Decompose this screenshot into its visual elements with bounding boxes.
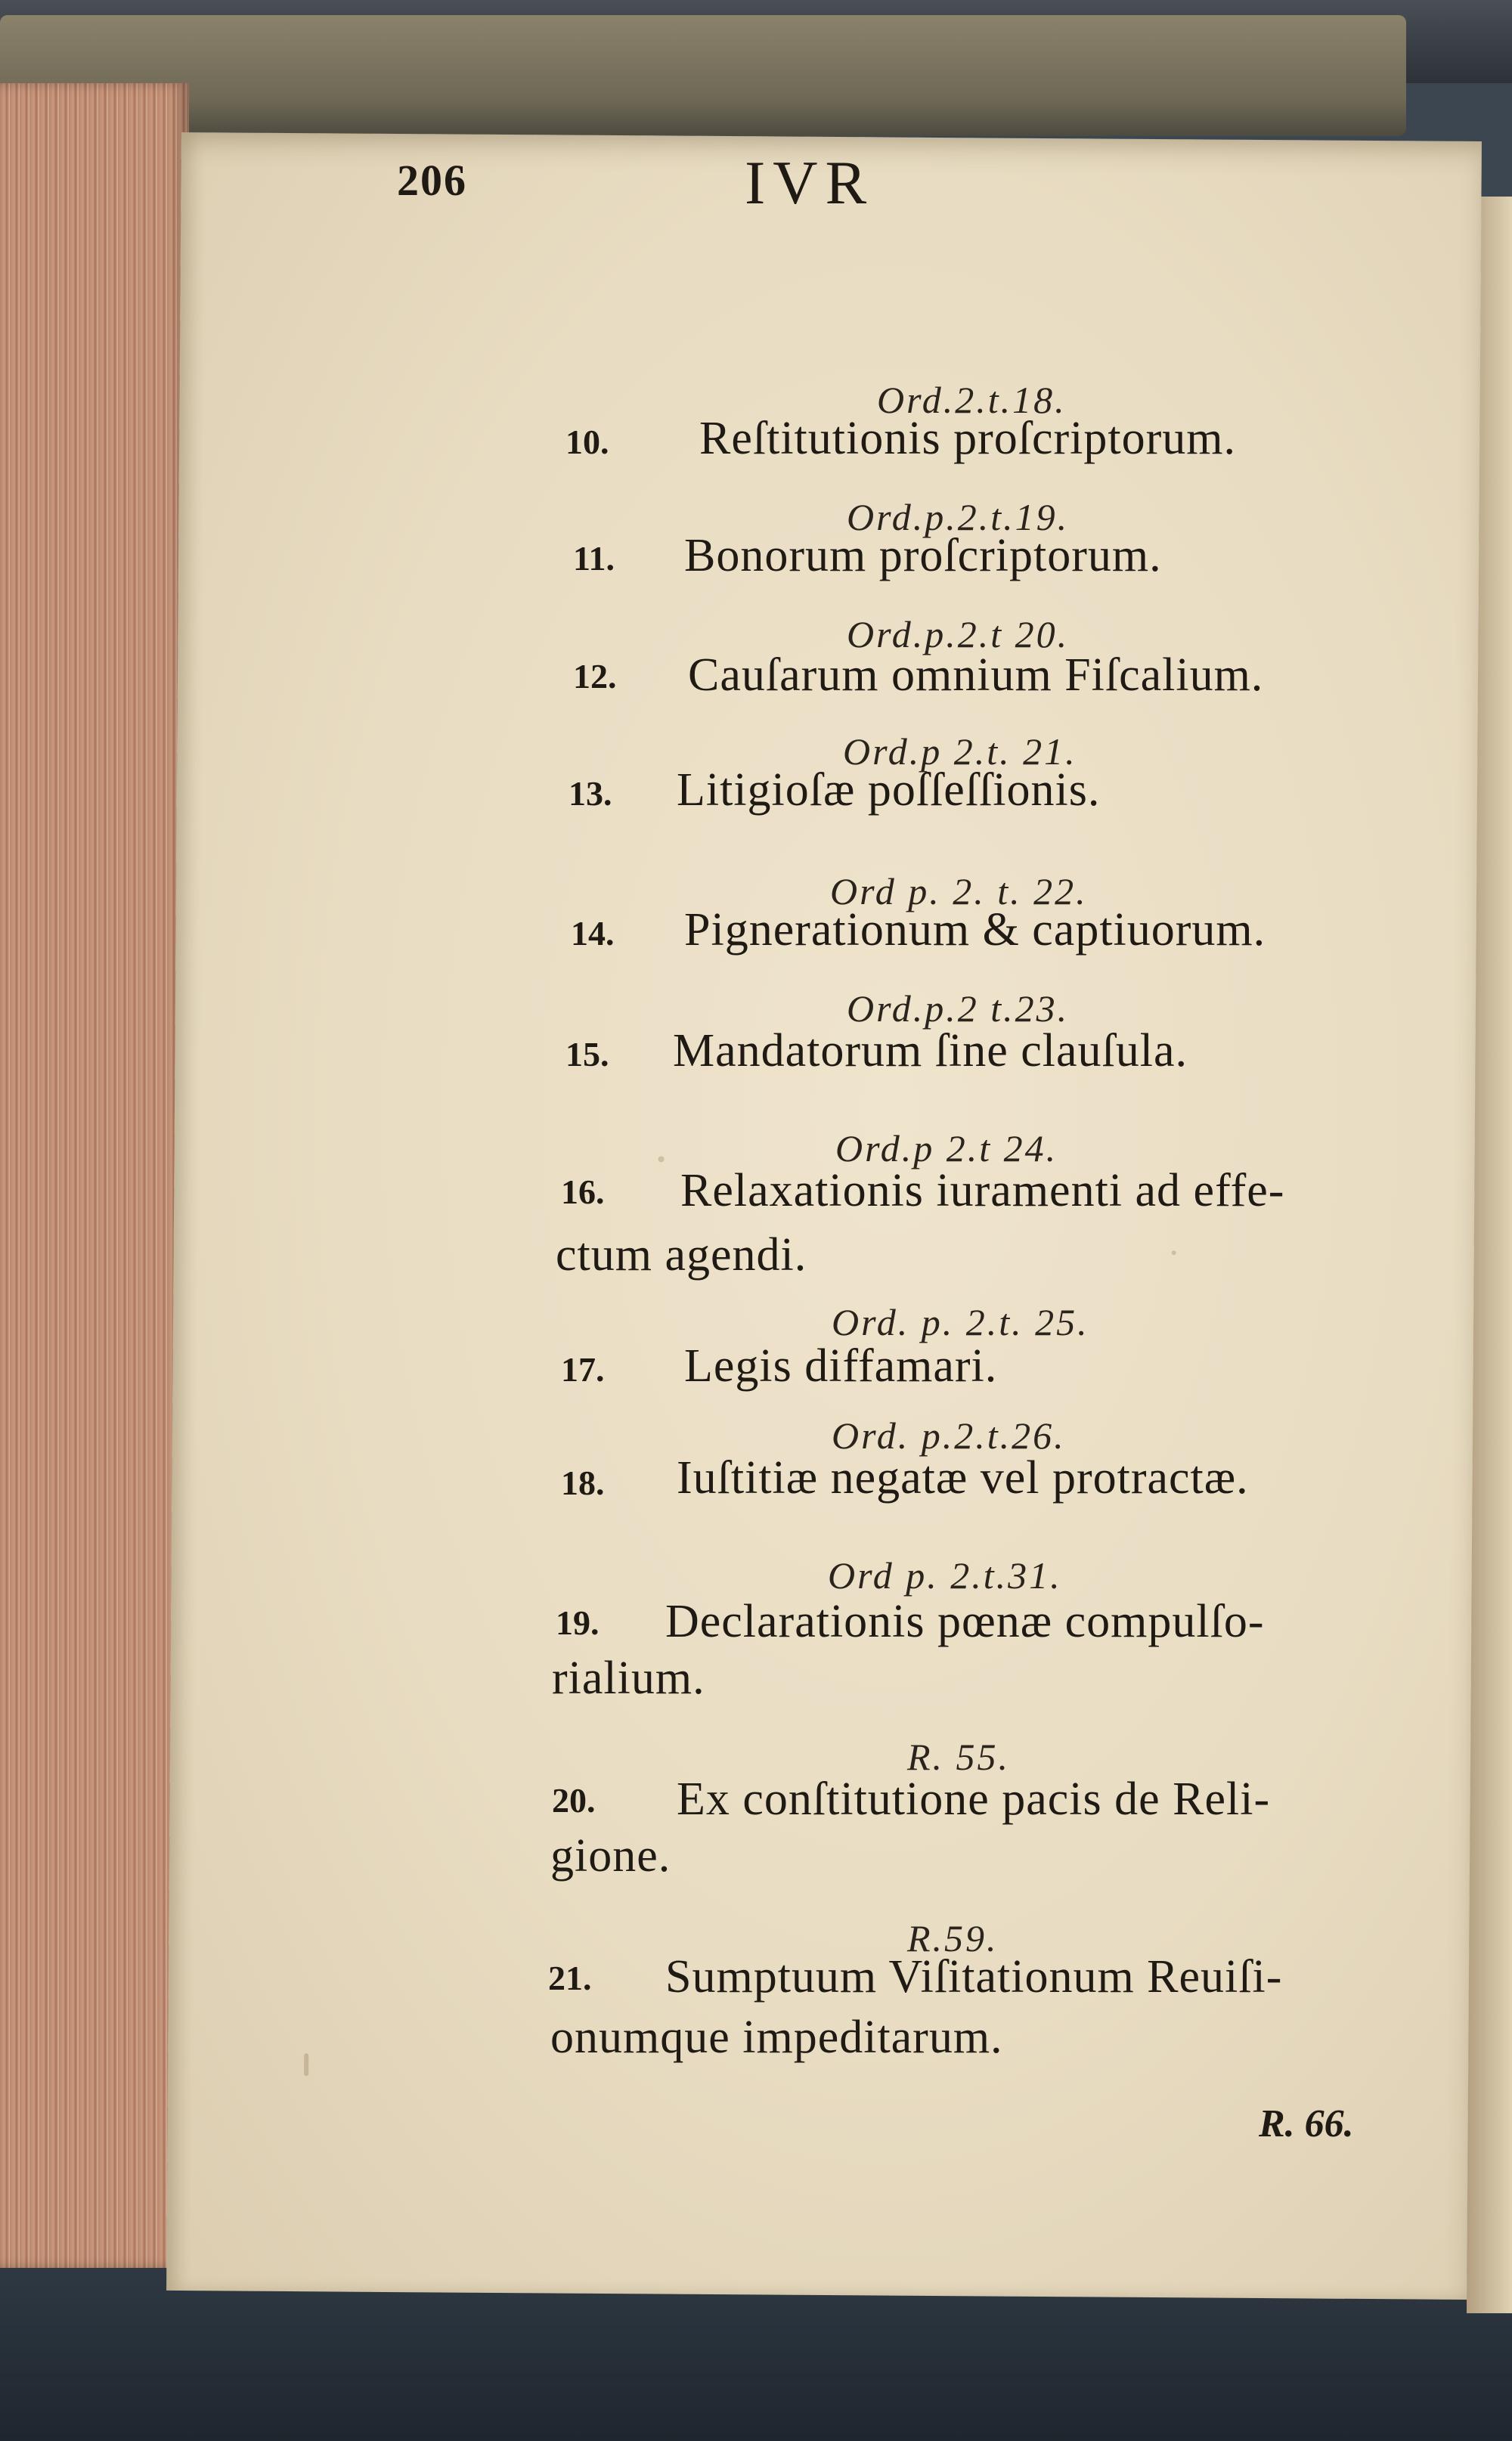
foxing-spot [304, 2053, 308, 2076]
entry-number: 19. [556, 1603, 600, 1642]
page-number: 206 [397, 156, 467, 205]
entry-text: ctum agendi. [556, 1229, 807, 1281]
foxing-spot [1172, 1250, 1176, 1255]
entry-reference: Ord.p.2 t.23. [847, 987, 1070, 1030]
entry-text: Cauſarum omnium Fiſcalium. [688, 649, 1264, 701]
entry-reference: Ord.2.t.18. [877, 379, 1067, 421]
entry-text: Litigioſæ poſſeſſionis. [677, 764, 1101, 816]
entry-number: 14. [571, 914, 615, 953]
entry-text: Declarationis pœnæ compulſo- [665, 1596, 1265, 1647]
entry-number: 16. [561, 1172, 605, 1211]
entry-text: gione. [550, 1830, 671, 1882]
foxing-spot [658, 1156, 665, 1162]
entry-number: 20. [552, 1781, 596, 1820]
entry-number: 17. [561, 1350, 605, 1389]
entry-number: 12. [573, 657, 617, 695]
entry-text: Reſtitutionis proſcriptorum. [699, 413, 1236, 464]
entry-reference: R.59. [907, 1917, 999, 1959]
entry-text: Iuſtitiæ negatæ vel protractæ. [677, 1452, 1249, 1504]
entry-reference: Ord p. 2.t.31. [828, 1554, 1062, 1597]
entry-number: 21. [548, 1959, 592, 1997]
catchword: R. 66. [1259, 2102, 1354, 2145]
entry-reference: Ord.p 2.t. 21. [843, 730, 1077, 773]
page-edges-left [0, 83, 189, 2268]
entry-number: 11. [573, 539, 615, 578]
entry-number: 10. [565, 423, 609, 461]
entry-reference: R. 55. [907, 1736, 1011, 1778]
entry-text: Pignerationum & captiuorum. [684, 904, 1266, 956]
entry-text: onumque impeditarum. [550, 2012, 1003, 2063]
entry-text: Sumptuum Viſitationum Reuiſi- [665, 1951, 1283, 2003]
entry-reference: Ord.p 2.t 24. [835, 1127, 1058, 1169]
entry-text: Ex conſtitutione pacis de Reli- [677, 1773, 1271, 1825]
entry-text: Mandatorum ſine clauſula. [673, 1025, 1188, 1076]
entry-reference: Ord. p. 2.t. 25. [832, 1301, 1089, 1343]
entry-text: Relaxationis iuramenti ad effe- [680, 1165, 1285, 1216]
entry-number: 18. [561, 1464, 605, 1502]
book-board [0, 15, 1406, 136]
entry-reference: Ord.p.2.t 20. [847, 613, 1070, 655]
entry-reference: Ord. p.2.t.26. [832, 1414, 1066, 1457]
entry-text: Legis diffamari. [684, 1340, 998, 1392]
entry-number: 13. [569, 774, 612, 813]
entry-text: rialium. [552, 1653, 705, 1704]
entry-reference: Ord.p.2.t.19. [847, 496, 1070, 538]
entry-reference: Ord p. 2. t. 22. [830, 870, 1088, 912]
entry-number: 15. [565, 1035, 609, 1073]
entry-text: Bonorum proſcriptorum. [684, 530, 1162, 581]
running-head: IVR [745, 148, 875, 217]
